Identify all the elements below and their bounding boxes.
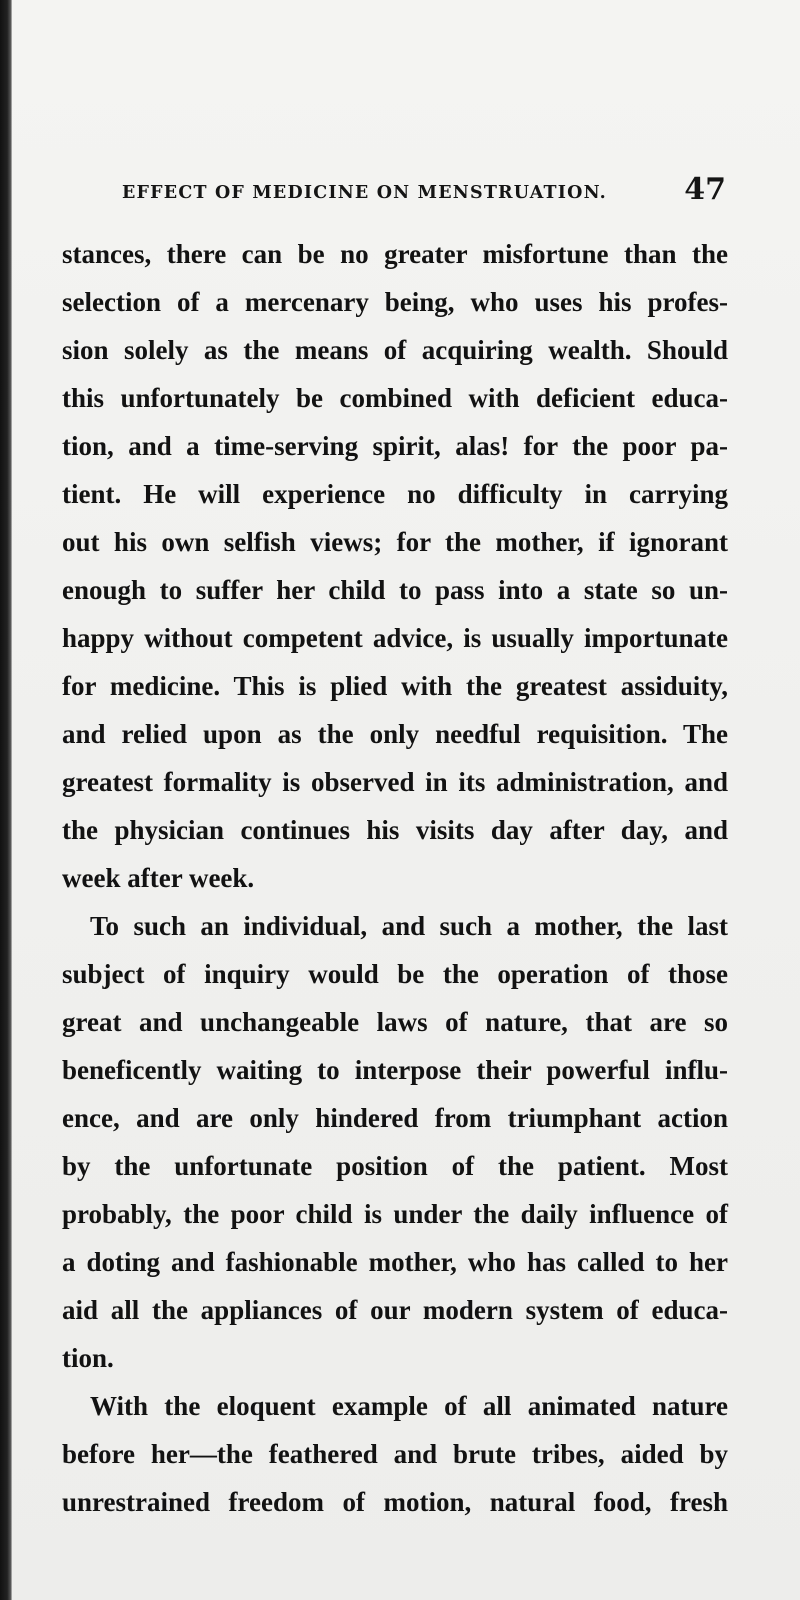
text-line: probably, the poor child is under the daily influence of: [62, 1199, 728, 1229]
text-line-paragraph-start: With the eloquent example of all animated nature: [90, 1391, 728, 1421]
text-line: tion, and a time-serving spirit, alas! for the poor pa-: [62, 431, 728, 461]
text-line: subject of inquiry would be the operation of those: [62, 959, 728, 989]
text-line: unrestrained freedom of motion, natural food, fresh: [62, 1487, 728, 1517]
text-line: a doting and fashionable mother, who has called to her: [62, 1247, 728, 1277]
text-line: tient. He will experience no difficulty in carrying: [62, 479, 728, 509]
text-line: the physician continues his visits day after day, and: [62, 815, 728, 845]
text-line-paragraph-end: tion.: [62, 1343, 114, 1373]
text-line: stances, there can be no greater misfortune than the: [62, 239, 728, 269]
text-line: for medicine. This is plied with the greatest assiduity,: [62, 671, 728, 701]
text-line: and relied upon as the only needful requisition. The: [62, 719, 728, 749]
text-line: happy without competent advice, is usually importunate: [62, 623, 728, 653]
page-header: [122, 172, 726, 218]
text-line: beneficently waiting to interpose their powerful influ-: [62, 1055, 728, 1085]
page-binding-edge: [0, 0, 12, 1600]
text-line: greatest formality is observed in its administration, and: [62, 767, 728, 797]
text-line: enough to suffer her child to pass into a state so un-: [62, 575, 728, 605]
text-line-paragraph-end: week after week.: [62, 863, 255, 893]
text-line: by the unfortunate position of the patient. Most: [62, 1151, 728, 1181]
text-line: great and unchangeable laws of nature, that are so: [62, 1007, 728, 1037]
text-line-paragraph-start: To such an individual, and such a mother, the last: [90, 911, 728, 941]
text-line: aid all the appliances of our modern system of educa-: [62, 1295, 728, 1325]
text-line: out his own selfish views; for the mother, if ignorant: [62, 527, 728, 557]
body-text: [62, 230, 728, 1526]
text-line: selection of a mercenary being, who uses his profes-: [62, 287, 728, 317]
running-head: EFFECT OF MEDICINE ON MENSTRUATION.: [122, 183, 607, 203]
text-line: this unfortunately be combined with deficient educa-: [62, 383, 728, 413]
page-number: 47: [684, 172, 726, 207]
text-line: before her—the feathered and brute tribes, aided by: [62, 1439, 728, 1469]
text-line: sion solely as the means of acquiring wealth. Should: [62, 335, 728, 365]
text-line: ence, and are only hindered from triumphant action: [62, 1103, 728, 1133]
